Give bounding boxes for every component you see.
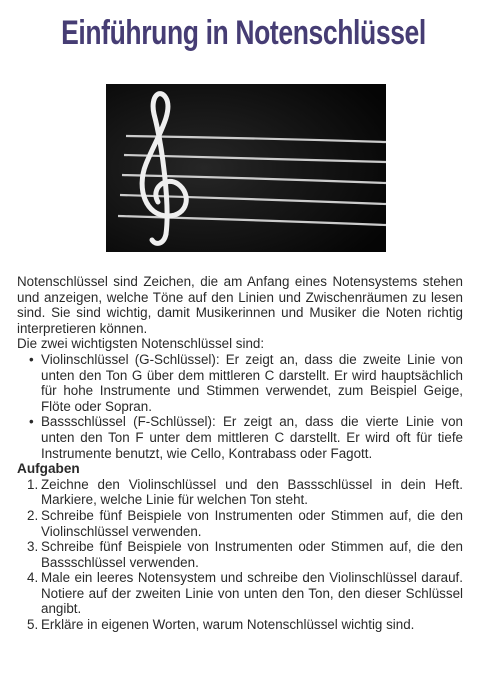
task-number: 1. — [27, 476, 39, 492]
treble-clef-image — [106, 84, 386, 252]
list-item — [17, 539, 463, 570]
task-text: Schreibe fünf Beispiele von Instrumenten oder Stimmen auf, die den Violinschlüssel verwenden. — [41, 507, 463, 539]
bullet-icon: • — [29, 414, 34, 430]
list-item — [17, 570, 463, 617]
task-text: Erkläre in eigenen Worten, warum Notenschlüssel wichtig sind. — [41, 617, 415, 633]
clefs-intro: Die zwei wichtigsten Notenschlüssel sind: — [17, 336, 265, 352]
list-item — [17, 617, 463, 633]
tasks-heading: Aufgaben — [17, 461, 80, 477]
list-item — [17, 477, 463, 508]
task-text: Schreibe fünf Beispiele von Instrumenten oder Stimmen auf, die den Bassschlüssel verwenden. — [41, 539, 463, 570]
task-number: 4. — [27, 570, 39, 586]
clef-description: Violinschlüssel (G-Schlüssel): Er zeigt an, dass die zweite Linie von unten den Ton G über dem mittleren C darstellt. Er wird hauptsächlich für hohe Instrumente und Stimmen verwendet, zum Beispiel Geige, Flöte oder Sopran. — [41, 351, 463, 414]
intro-paragraph: Notenschlüssel sind Zeichen, die am Anfang eines Notensystems stehen und anzeigen, welche Töne auf den Linien und Zwischenräumen zu lesen sind. Sie sind wichtig, damit Musikerinnen und Musiker die Noten richtig interpretieren können. — [17, 274, 463, 336]
task-text: Zeichne den Violinschlüssel und den Bassschlüssel in dein Heft. Markiere, welche Linie für welchen Ton steht. — [41, 476, 463, 508]
treble-clef-chalkboard-icon — [106, 84, 386, 252]
clef-list — [17, 352, 463, 461]
task-number: 5. — [27, 617, 39, 633]
list-item — [17, 508, 463, 539]
bullet-icon: • — [29, 351, 34, 367]
clef-description: Bassschlüssel (F-Schlüssel): Er zeigt an, dass die vierte Linie von unten den Ton F unter dem mittleren C darstellt. Er wird oft für tiefe Instrumente benutzt, wie Cello, Kontrabass oder Fagott. — [41, 414, 463, 461]
task-number: 3. — [27, 539, 39, 555]
page-title: Einführung in Notenschlüssel — [61, 14, 426, 52]
task-text: Male ein leeres Notensystem und schreibe den Violinschlüssel darauf. Notiere auf der zweiten Linie von unten den Ton, den dieser Schlüssel angibt. — [41, 570, 463, 617]
task-list — [17, 477, 463, 633]
list-item — [17, 414, 463, 461]
task-number: 2. — [27, 507, 39, 523]
main-content — [17, 274, 463, 633]
list-item — [17, 352, 463, 414]
